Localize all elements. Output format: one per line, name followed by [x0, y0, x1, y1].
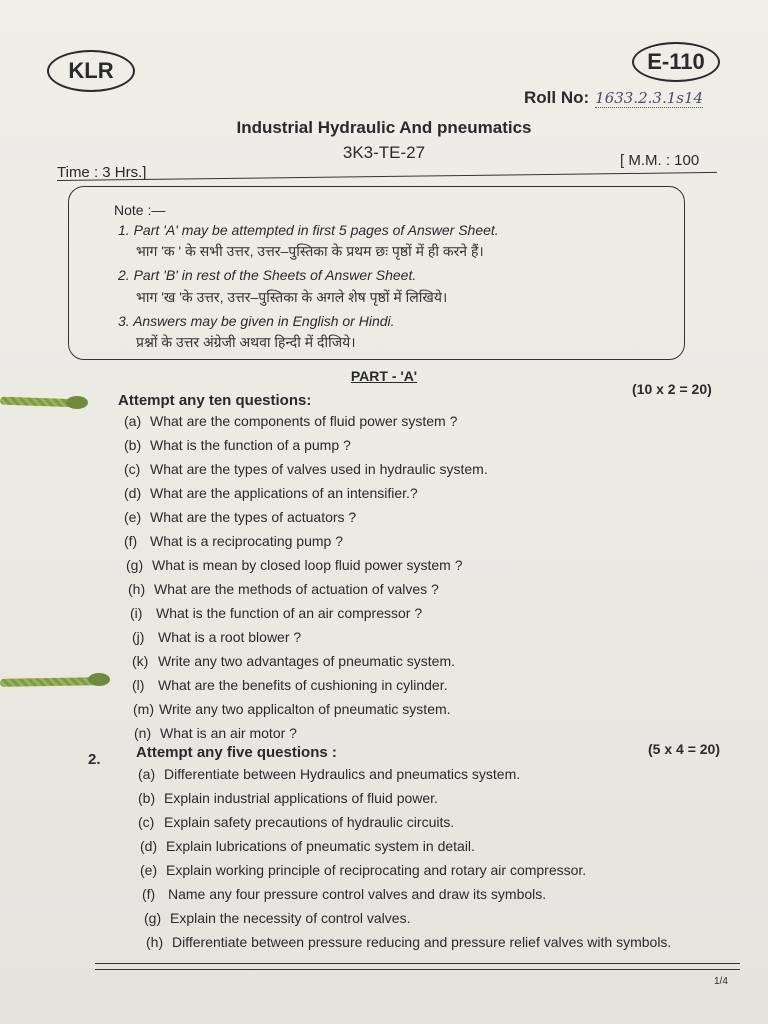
item-label: (d) — [140, 838, 158, 854]
item-text: What is a root blower ? — [158, 629, 302, 645]
list-item — [130, 605, 422, 621]
note-hindi-1: भाग 'क ' के सभी उत्तर, उत्तर–पुस्तिका के प्रथम छः पृष्ठों में ही करने हैं। — [136, 243, 484, 259]
q2-heading: Attempt any five questions : — [136, 744, 337, 761]
list-item — [138, 790, 438, 806]
list-item — [124, 533, 343, 549]
item-text: What is an air motor ? — [160, 725, 297, 741]
item-label: (c) — [138, 814, 155, 830]
list-item — [128, 581, 439, 597]
part-a-title: PART - 'A' — [350, 368, 418, 384]
paper-code-badge: E-110 — [632, 42, 720, 82]
item-label: (e) — [140, 862, 158, 878]
item-text: What are the methods of actuation of valves ? — [154, 581, 439, 597]
item-label: (k) — [132, 653, 149, 669]
note-hindi-3: प्रश्नों के उत्तर अंग्रेजी अथवा हिन्दी में दीजिये। — [136, 334, 356, 350]
list-item — [132, 629, 301, 645]
list-item — [133, 701, 451, 717]
list-item — [124, 485, 418, 501]
roll-label: Roll No: — [524, 88, 590, 107]
item-label: (h) — [146, 934, 164, 950]
q1-heading: Attempt any ten questions: — [118, 392, 312, 409]
note-text: Part 'A' may be attempted in first 5 pages of Answer Sheet. — [133, 222, 499, 238]
item-label: (a) — [124, 413, 142, 429]
item-text: What are the types of actuators ? — [150, 509, 357, 525]
footer-divider — [95, 969, 740, 970]
item-label: (e) — [124, 509, 142, 525]
list-item — [134, 725, 297, 741]
item-text: Write any two applicalton of pneumatic system. — [159, 701, 451, 717]
item-label: (c) — [124, 461, 141, 477]
item-text: What is mean by closed loop fluid power system ? — [152, 557, 463, 573]
item-text: What are the applications of an intensifier.? — [150, 485, 418, 501]
item-text: What is the function of an air compressor ? — [156, 605, 423, 621]
item-label: (n) — [134, 725, 152, 741]
q2-marks: (5 x 4 = 20) — [648, 741, 720, 757]
list-item — [138, 814, 454, 830]
item-label: (l) — [132, 677, 145, 693]
item-text: Explain safety precautions of hydraulic circuits. — [164, 814, 455, 830]
note-text: Part 'B' in rest of the Sheets of Answer Sheet. — [133, 267, 417, 283]
college-code-badge: KLR — [47, 50, 135, 92]
footer-divider — [95, 963, 740, 964]
item-text: Differentiate between Hydraulics and pneumatics system. — [164, 766, 521, 782]
item-label: (b) — [138, 790, 156, 806]
item-text: Explain working principle of reciprocating and rotary air compressor. — [166, 862, 587, 878]
paper-code: 3K3-TE-27 — [342, 143, 426, 162]
binding-knot-bottom — [88, 673, 110, 686]
item-label: (i) — [130, 605, 143, 621]
list-item — [132, 677, 448, 693]
list-item — [124, 509, 356, 525]
item-text: Write any two advantages of pneumatic system. — [158, 653, 455, 669]
item-label: (f) — [124, 533, 138, 549]
binding-knot-top — [66, 396, 88, 409]
item-label: (b) — [124, 437, 142, 453]
list-item — [138, 766, 520, 782]
list-item — [132, 653, 455, 669]
list-item — [124, 413, 457, 429]
item-label: (m) — [133, 701, 154, 717]
note-num: 1. — [118, 222, 130, 238]
list-item — [124, 461, 488, 477]
item-label: (f) — [142, 886, 156, 902]
item-text: Explain the necessity of control valves. — [170, 910, 411, 926]
item-text: Differentiate between pressure reducing and pressure relief valves with symbols. — [172, 934, 672, 950]
list-item — [140, 862, 586, 878]
time-allowed: Time : 3 Hrs.] — [57, 164, 147, 181]
roll-value: 1633.2.3.1s14 — [595, 89, 704, 107]
note-num: 2. — [118, 267, 130, 283]
item-text: What is a reciprocating pump ? — [150, 533, 343, 549]
q1-marks: (10 x 2 = 20) — [632, 381, 712, 397]
note-item-1 — [118, 222, 499, 238]
q2-number: 2. — [88, 751, 101, 768]
list-item — [144, 910, 410, 926]
note-num: 3. — [118, 313, 130, 329]
item-label: (g) — [126, 557, 144, 573]
item-label: (h) — [128, 581, 146, 597]
note-hindi-2: भाग 'ख 'के उत्तर, उत्तर–पुस्तिका के अगले शेष पृष्ठों में लिखिये। — [136, 289, 448, 305]
item-text: Explain industrial applications of fluid power. — [164, 790, 438, 806]
item-text: Explain lubrications of pneumatic system in detail. — [166, 838, 475, 854]
paper-title: Industrial Hydraulic And pneumatics — [236, 118, 532, 137]
list-item — [126, 557, 462, 573]
item-text: What is the function of a pump ? — [150, 437, 351, 453]
item-text: Name any four pressure control valves and draw its symbols. — [168, 886, 547, 902]
note-heading: Note :— — [114, 202, 166, 218]
item-label: (g) — [144, 910, 162, 926]
page-number: 1/4 — [714, 976, 728, 987]
list-item — [146, 934, 671, 950]
list-item — [124, 437, 351, 453]
item-label: (a) — [138, 766, 156, 782]
list-item — [140, 838, 475, 854]
note-text: Answers may be given in English or Hindi. — [133, 313, 395, 329]
roll-number — [524, 88, 703, 108]
item-text: What are the benefits of cushioning in cylinder. — [158, 677, 448, 693]
item-text: What are the types of valves used in hydraulic system. — [150, 461, 488, 477]
item-label: (d) — [124, 485, 142, 501]
note-item-2 — [118, 267, 416, 283]
note-item-3 — [118, 313, 395, 329]
item-label: (j) — [132, 629, 145, 645]
max-marks: [ M.M. : 100 — [620, 152, 700, 169]
item-text: What are the components of fluid power system ? — [150, 413, 458, 429]
list-item — [142, 886, 546, 902]
